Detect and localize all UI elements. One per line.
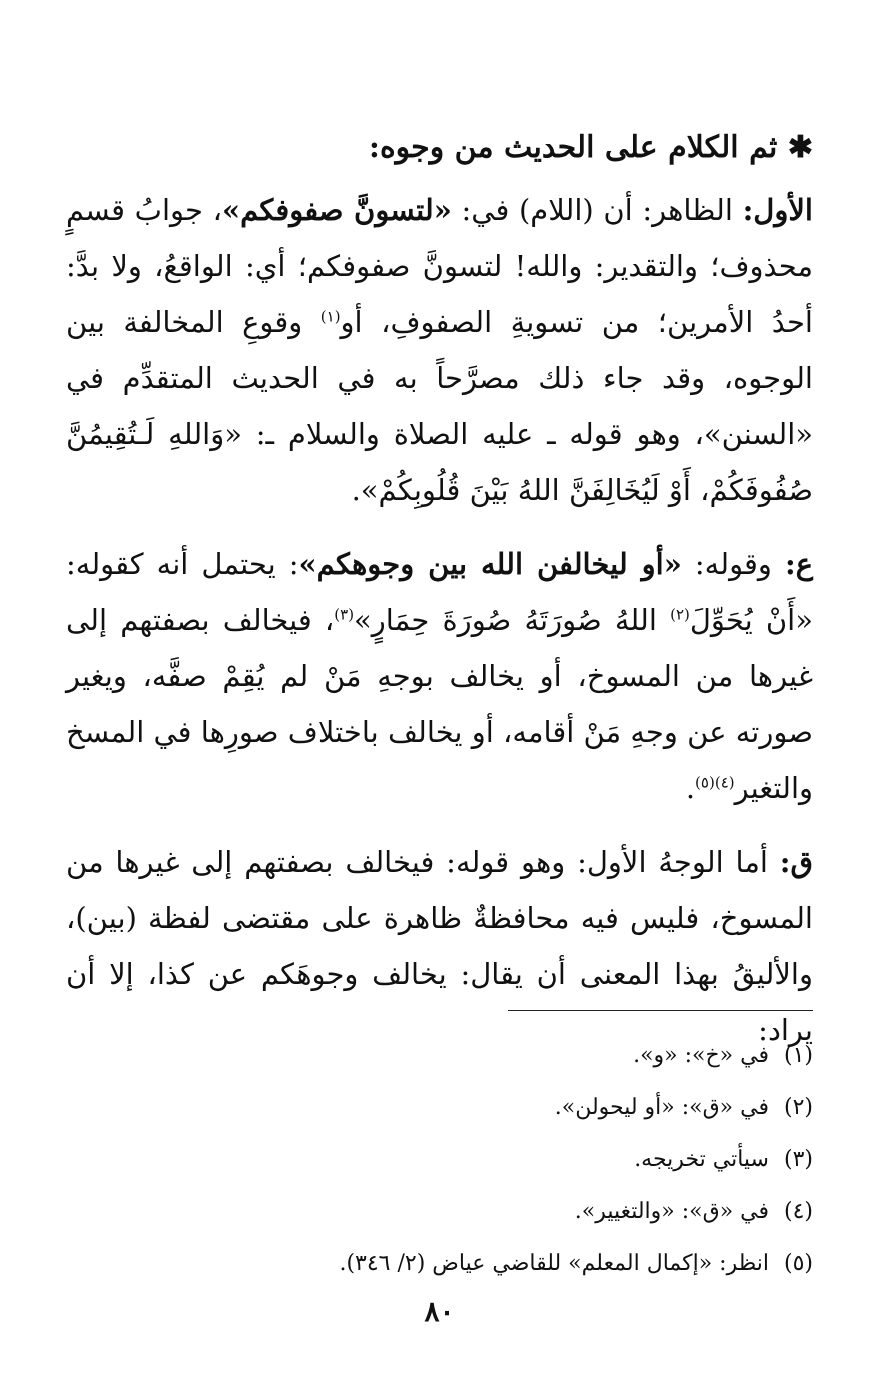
paragraph-lead: الأول: <box>742 193 813 227</box>
text-run: وقوله: <box>681 547 785 581</box>
page-number: ٨٠ <box>424 1295 455 1328</box>
footnote-marker: (٣) <box>334 605 355 624</box>
footnote-number: (٣) <box>783 1147 813 1172</box>
footnote-number: (٢) <box>783 1095 813 1120</box>
text-run: اللهُ صُورَتَهُ صُورَةَ حِمَارٍ» <box>354 603 671 637</box>
footnote-item <box>66 1030 813 1082</box>
paragraph-lead: ع: <box>785 547 814 581</box>
paragraph-first <box>66 182 813 518</box>
footnote-item <box>66 1134 813 1186</box>
paragraph-qaf <box>66 834 813 1058</box>
footnote-text: في «خ»: «و». <box>633 1043 769 1068</box>
text-run: وقوعِ المخالفة بين الوجوه، وقد جاء ذلك مصرَّحاً به في الحديث المتقدِّم في «السنن»، وهو قوله ـ عليه الصلاة والسلام ـ: «وَاللهِ لَـتُقِيمُنَّ صُفُوفَكُمْ، أَوْ لَيُخَالِفَنَّ اللهُ بَيْنَ قُلُوبِكُمْ». <box>66 305 813 507</box>
footnotes <box>66 1030 813 1290</box>
paragraph-lead: ق: <box>779 845 813 879</box>
footnote-item <box>66 1082 813 1134</box>
text-run: الظاهر: أن (اللام) في: <box>451 193 743 227</box>
footnote-number: (١) <box>783 1043 813 1068</box>
text-run: . <box>685 771 696 805</box>
text-run: ، جوابُ قسمٍ محذوف؛ والتقدير: والله! لتسونَّ صفوفكم؛ أي: الواقعُ، ولا بدَّ: أحدُ الأمرين؛ من تسويةِ الصفوفِ، أو <box>66 193 813 339</box>
footnote-number: (٥) <box>783 1251 813 1276</box>
footnote-marker: (٤) <box>714 773 735 792</box>
section-heading <box>66 120 813 176</box>
text-run: أما الوجهُ الأول: وهو قوله: فيخالف بصفتهم إلى غيرها من المسوخ، فليس فيه محافظةٌ ظاهرة على مقتضى لفظة (بين)، والأليقُ بهذا المعنى أن يقال: يخالف وجوهَكم عن كذا، إلا أن يراد: <box>66 845 813 1047</box>
text-run: : يحتمل أنه كقوله: «أَنْ يُحَوِّلَ <box>66 547 813 637</box>
quoted-hadith: «أو ليخالفن الله بين وجوهكم» <box>298 547 682 581</box>
footnote-marker: (٢) <box>670 605 690 624</box>
footnote-text: في «ق»: «أو ليحولن». <box>554 1095 769 1120</box>
footnote-item <box>66 1186 813 1238</box>
main-text <box>66 120 813 1076</box>
heading-text: ثم الكلام على الحديث من وجوه: <box>368 130 778 165</box>
star-icon: ✱ <box>787 130 813 165</box>
quoted-hadith: «لتسونَّ صفوفكم» <box>221 193 452 227</box>
footnote-item <box>66 1238 813 1290</box>
text-run: ، فيخالف بصفتهم إلى غيرها من المسوخ، أو يخالف بوجهِ مَنْ لم يُقِمْ صفَّه، ويغير صورته عن وجهِ مَنْ أقامه، أو يخالف باختلاف صورِها في المسخ والتغير <box>66 603 813 805</box>
footnote-text: في «ق»: «والتغيير». <box>574 1199 769 1224</box>
footnote-marker: (١) <box>320 307 341 326</box>
paragraph-ain <box>66 536 813 816</box>
footnote-marker: (٥) <box>695 773 715 792</box>
footnote-text: سيأتي تخريجه. <box>634 1147 769 1172</box>
footnote-text: انظر: «إكمال المعلم» للقاضي عياض (٢/ ٣٤٦). <box>339 1251 769 1276</box>
footnote-number: (٤) <box>783 1199 813 1224</box>
footnote-divider <box>508 1010 813 1011</box>
